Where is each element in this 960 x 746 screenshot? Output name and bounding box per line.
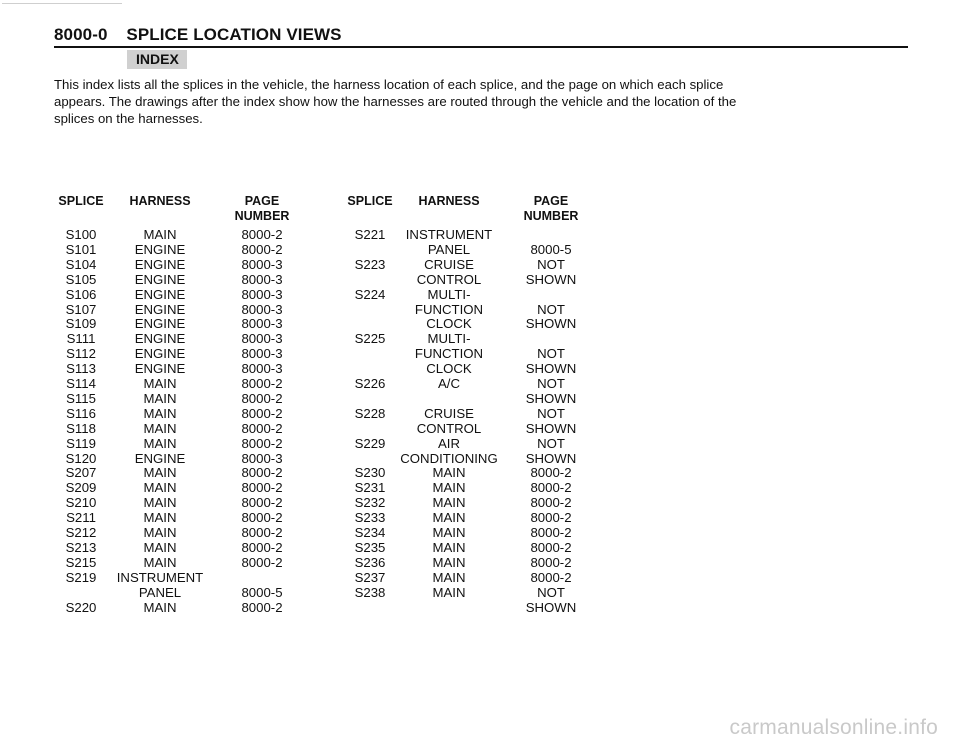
left-splice-cell: S207 <box>65 465 97 481</box>
left-splice-cell: S210 <box>65 495 97 511</box>
right-page-cell: NOT <box>537 346 565 362</box>
right-page-cell: SHOWN <box>525 599 577 615</box>
col-header-page-right <box>524 194 579 224</box>
right-splice-cell: S221 <box>354 227 386 242</box>
left-page-cell: 8000-2 <box>241 376 283 391</box>
right-page-cell: NOT <box>537 405 565 421</box>
left-page-cell: 8000-2 <box>241 465 283 481</box>
right-page-cell: NOT <box>537 435 565 451</box>
right-page-cell: 8000-2 <box>530 539 572 555</box>
left-splice-cell: S209 <box>65 480 97 496</box>
col-header-page-line2-right: NUMBER <box>523 208 579 223</box>
right-harness-cell: CLOCK <box>426 361 472 377</box>
right-harness-cell: PANEL <box>427 241 471 257</box>
right-splice-cell: S225 <box>354 331 386 347</box>
section-number: 8000-0 <box>54 25 108 44</box>
watermark: carmanualsonline.info <box>729 716 938 739</box>
left-splice-cell: S213 <box>65 539 97 555</box>
right-page-cell: NOT <box>537 256 565 272</box>
right-page-cell: 8000-2 <box>530 495 572 511</box>
left-harness-cell: ENGINE <box>134 241 186 257</box>
left-page-cell: 8000-2 <box>241 599 283 615</box>
left-harness-cell: MAIN <box>143 495 177 511</box>
left-page-cell: 8000-3 <box>241 271 283 287</box>
left-harness-cell: MAIN <box>143 420 177 436</box>
right-splice-cell: S223 <box>354 256 386 272</box>
right-splice-cell: S236 <box>354 554 386 570</box>
left-harness-cell: MAIN <box>143 510 177 526</box>
col-header-harness-right: HARNESS <box>418 194 480 208</box>
left-page-cell: 8000-3 <box>241 316 283 332</box>
left-harness-cell: MAIN <box>143 390 177 406</box>
left-harness-cell: PANEL <box>138 584 182 600</box>
left-harness-cell: MAIN <box>143 435 177 451</box>
left-splice-cell: S118 <box>66 420 96 436</box>
right-harness-cell: CRUISE <box>424 405 474 421</box>
left-page-cell: 8000-3 <box>241 346 283 362</box>
right-harness-cell: MAIN <box>432 465 466 481</box>
right-harness-cell: AIR <box>438 435 460 451</box>
col-header-splice: SPLICE <box>58 194 104 208</box>
right-page-cell: NOT <box>537 376 565 391</box>
left-page-cell: 8000-2 <box>241 435 283 451</box>
right-splice-cell: S237 <box>354 569 386 585</box>
left-harness-cell: ENGINE <box>134 450 186 466</box>
right-splice-cell: S224 <box>354 286 386 302</box>
right-page-cell: 8000-2 <box>530 465 572 481</box>
right-harness-cell: MAIN <box>432 554 466 570</box>
right-harness-cell: A/C <box>438 376 460 391</box>
right-harness-cell: MULTI- <box>427 286 471 302</box>
left-splice-cell: S211 <box>66 510 96 526</box>
right-harness-cell: CONTROL <box>416 420 482 436</box>
left-splice-cell: S219 <box>65 569 97 585</box>
right-harness-cell: FUNCTION <box>414 346 484 362</box>
left-page-cell: 8000-2 <box>241 480 283 496</box>
left-splice-cell: S104 <box>65 256 97 272</box>
left-page-cell: 8000-2 <box>241 495 283 511</box>
left-harness-cell: MAIN <box>143 539 177 555</box>
right-harness-cell: MAIN <box>432 510 466 526</box>
right-page-cell: SHOWN <box>525 271 577 287</box>
right-splice-cell: S233 <box>354 510 386 526</box>
page-header <box>54 25 342 45</box>
left-splice-cell: S106 <box>65 286 97 302</box>
right-harness-cell: MAIN <box>432 539 466 555</box>
left-page-cell: 8000-2 <box>241 510 283 526</box>
left-harness-cell: MAIN <box>143 480 177 496</box>
right-page-cell: 8000-2 <box>530 510 572 526</box>
right-splice-cell: S235 <box>354 539 386 555</box>
left-page-cell: 8000-2 <box>241 390 283 406</box>
right-harness-cell: MAIN <box>432 480 466 496</box>
left-splice-cell: S119 <box>66 435 96 451</box>
left-page-cell: 8000-3 <box>241 361 283 377</box>
left-splice-cell: S114 <box>66 376 96 391</box>
left-page-cell: 8000-2 <box>241 241 283 257</box>
intro-paragraph: This index lists all the splices in the vehicle, the harness location of each splice, and the page on which each splice appears. The drawings after the index show how the harnesses are routed through the vehicle and the location of the splices on the harnesses. <box>54 77 737 126</box>
left-harness-cell: INSTRUMENT <box>116 569 204 585</box>
right-page-cell: NOT <box>537 584 565 600</box>
col-header-page-line1-right: PAGE <box>533 194 569 208</box>
left-harness-cell: MAIN <box>143 554 177 570</box>
left-harness-cell: MAIN <box>143 465 177 481</box>
left-splice-cell: S105 <box>65 271 97 287</box>
left-splice-cell: S120 <box>65 450 97 466</box>
left-harness-cell: MAIN <box>143 525 177 540</box>
left-page-cell: 8000-2 <box>241 525 283 540</box>
right-page-cell: 8000-2 <box>530 525 572 540</box>
right-splice-cell: S238 <box>354 584 386 600</box>
col-header-page-line1: PAGE <box>244 194 280 208</box>
right-splice-cell: S230 <box>354 465 386 481</box>
left-page-cell: 8000-3 <box>241 301 283 317</box>
left-harness-cell: ENGINE <box>134 301 186 317</box>
left-splice-cell: S111 <box>66 331 96 347</box>
right-splice-cell: S229 <box>354 435 386 451</box>
top-edge-line <box>2 3 122 4</box>
left-page-cell: 8000-2 <box>241 420 283 436</box>
right-splice-cell: S232 <box>354 495 386 511</box>
left-splice-cell: S107 <box>65 301 97 317</box>
left-harness-cell: ENGINE <box>134 331 186 347</box>
right-page-cell: SHOWN <box>525 420 577 436</box>
page-title: SPLICE LOCATION VIEWS <box>126 25 342 44</box>
right-page-cell: SHOWN <box>525 316 577 332</box>
left-page-cell: 8000-3 <box>241 286 283 302</box>
left-page-cell: 8000-2 <box>241 227 283 242</box>
splice-index-table <box>0 194 960 614</box>
right-harness-cell: CRUISE <box>424 256 474 272</box>
right-page-cell: 8000-2 <box>530 569 572 585</box>
left-page-cell: 8000-2 <box>241 554 283 570</box>
left-harness-cell: MAIN <box>143 227 177 242</box>
left-page-cell: 8000-3 <box>241 331 283 347</box>
left-page-cell: 8000-2 <box>241 405 283 421</box>
right-page-cell: 8000-5 <box>530 241 572 257</box>
right-harness-cell: FUNCTION <box>414 301 484 317</box>
right-page-cell: 8000-2 <box>530 480 572 496</box>
right-page-cell: SHOWN <box>525 390 577 406</box>
left-page-cell: 8000-3 <box>241 450 283 466</box>
left-splice-cell: S115 <box>66 390 96 406</box>
right-harness-cell: MAIN <box>432 569 466 585</box>
right-page-cell: SHOWN <box>525 450 577 466</box>
left-page-cell: 8000-2 <box>241 539 283 555</box>
right-harness-cell: INSTRUMENT <box>405 227 493 242</box>
col-header-harness: HARNESS <box>129 194 191 208</box>
right-harness-cell: CONDITIONING <box>400 450 498 466</box>
left-page-cell: 8000-3 <box>241 256 283 272</box>
left-harness-cell: ENGINE <box>134 286 186 302</box>
col-header-page-line2: NUMBER <box>234 208 290 223</box>
left-splice-cell: S100 <box>65 227 97 242</box>
left-harness-cell: ENGINE <box>134 316 186 332</box>
right-splice-cell: S234 <box>354 525 386 540</box>
right-splice-cell: S231 <box>354 480 386 496</box>
left-splice-cell: S101 <box>65 241 97 257</box>
right-harness-cell: MAIN <box>432 584 466 600</box>
right-harness-cell: CLOCK <box>426 316 472 332</box>
col-header-page <box>235 194 290 224</box>
right-splice-cell: S226 <box>354 376 386 391</box>
right-harness-cell: MAIN <box>432 495 466 511</box>
left-splice-cell: S113 <box>66 361 96 377</box>
left-splice-cell: S220 <box>65 599 97 615</box>
right-page-cell: 8000-2 <box>530 554 572 570</box>
right-harness-cell: MULTI- <box>427 331 471 347</box>
left-harness-cell: ENGINE <box>134 346 186 362</box>
left-splice-cell: S212 <box>65 525 97 540</box>
right-harness-cell: MAIN <box>432 525 466 540</box>
index-badge: INDEX <box>127 50 187 69</box>
col-header-splice-right: SPLICE <box>347 194 393 208</box>
left-harness-cell: MAIN <box>143 405 177 421</box>
right-page-cell: SHOWN <box>525 361 577 377</box>
left-harness-cell: ENGINE <box>134 361 186 377</box>
left-splice-cell: S112 <box>66 346 96 362</box>
right-harness-cell: CONTROL <box>416 271 482 287</box>
left-harness-cell: MAIN <box>143 599 177 615</box>
left-harness-cell: ENGINE <box>134 271 186 287</box>
left-splice-cell: S215 <box>65 554 97 570</box>
left-splice-cell: S116 <box>66 405 96 421</box>
left-page-cell: 8000-5 <box>241 584 283 600</box>
left-splice-cell: S109 <box>65 316 97 332</box>
right-page-cell: NOT <box>537 301 565 317</box>
left-harness-cell: MAIN <box>143 376 177 391</box>
header-rule <box>54 46 908 48</box>
left-harness-cell: ENGINE <box>134 256 186 272</box>
right-splice-cell: S228 <box>354 405 386 421</box>
